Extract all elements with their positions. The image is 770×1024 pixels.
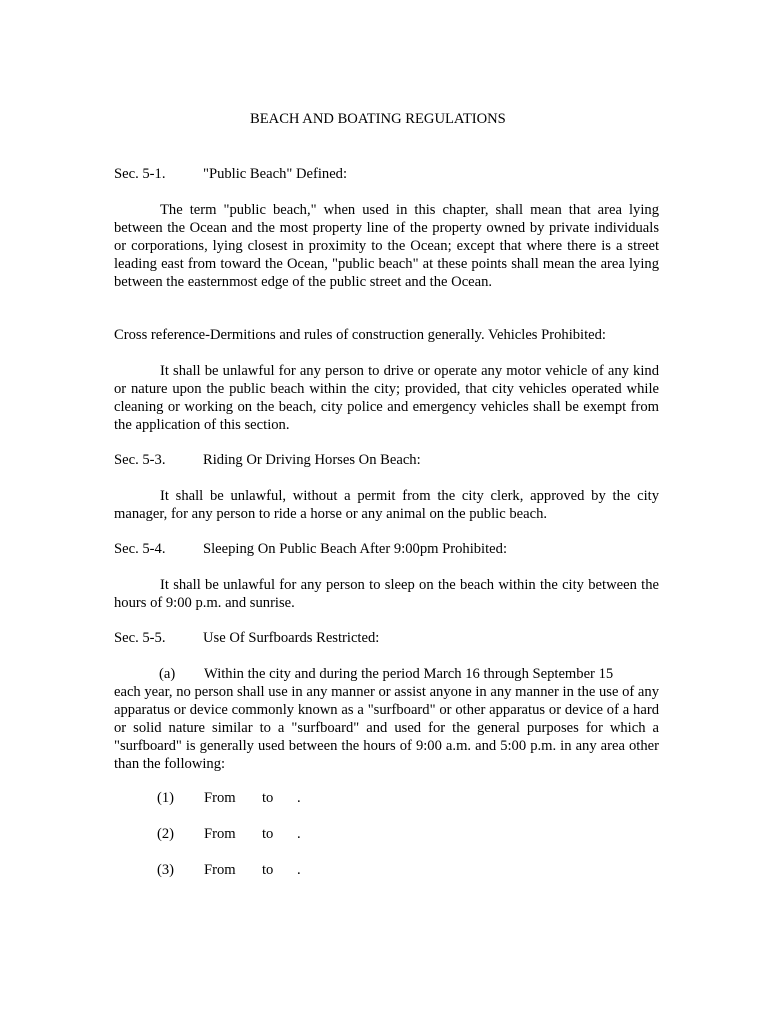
list-from: From [204, 862, 236, 878]
section-heading-5-1 [0, 166, 770, 186]
list-item [0, 862, 770, 882]
section-title: Riding Or Driving Horses On Beach: [203, 452, 421, 468]
subsection-a-body: each year, no person shall use in any manner or assist anyone in any manner in the use of any apparatus or device commonly known as a "surfboard" or other apparatus or device of a hard or solid nature similar to a "surfboard" and used for the general purposes for which a "surfboard" is generally used between the hours of 9:00 a.m. and 5:00 p.m. in any area other than the following: [114, 684, 659, 772]
section-title: Sleeping On Public Beach After 9:00pm Prohibited: [203, 541, 507, 557]
cross-reference: Cross reference-Dermitions and rules of construction generally. Vehicles Prohibited: [114, 327, 606, 343]
subsection-a [114, 665, 659, 773]
section-heading-5-4 [0, 541, 770, 561]
section-5-4-body: It shall be unlawful for any person to sleep on the beach within the city between the hours of 9:00 p.m. and sunrise. [114, 577, 659, 611]
section-heading-5-5 [0, 630, 770, 650]
list-item [0, 826, 770, 846]
section-title: Use Of Surfboards Restricted: [203, 630, 380, 646]
list-end: . [297, 826, 301, 842]
list-end: . [297, 790, 301, 806]
list-number: (1) [157, 790, 175, 806]
vehicles-prohibited-body: It shall be unlawful for any person to drive or operate any motor vehicle of any kind or nature upon the public beach within the city; provided, that city vehicles operated while cleaning or working on the beach, city police and emergency vehicles shall be exempt from the application of this section. [114, 363, 659, 433]
subsection-a-first-line [114, 665, 659, 683]
list-to: to [262, 826, 274, 842]
list-number: (3) [157, 862, 175, 878]
list-end: . [297, 862, 301, 878]
document-title: BEACH AND BOATING REGULATIONS [250, 111, 506, 127]
section-number: Sec. 5-1. [114, 166, 166, 182]
section-number: Sec. 5-5. [114, 630, 166, 646]
section-5-1-body: The term "public beach," when used in this chapter, shall mean that area lying between the Ocean and the most property line of the property owned by private individuals or corporations, lying closest in proximity to the Ocean; except that where there is a street leading east from toward the Ocean, "public beach" at these points shall mean the area lying between the easternmost edge of the public street and the Ocean. [114, 202, 659, 290]
subsection-label: (a) [159, 666, 176, 682]
list-to: to [262, 862, 274, 878]
section-title: "Public Beach" Defined: [203, 166, 348, 182]
section-number: Sec. 5-3. [114, 452, 166, 468]
section-number: Sec. 5-4. [114, 541, 166, 557]
list-to: to [262, 790, 274, 806]
list-from: From [204, 826, 236, 842]
subsection-a-lead: Within the city and during the period March 16 through September 15 [204, 666, 614, 682]
list-from: From [204, 790, 236, 806]
list-number: (2) [157, 826, 175, 842]
section-heading-5-3 [0, 452, 770, 472]
list-item [0, 790, 770, 810]
section-5-3-body: It shall be unlawful, without a permit from the city clerk, approved by the city manager, for any person to ride a horse or any animal on the public beach. [114, 488, 659, 522]
